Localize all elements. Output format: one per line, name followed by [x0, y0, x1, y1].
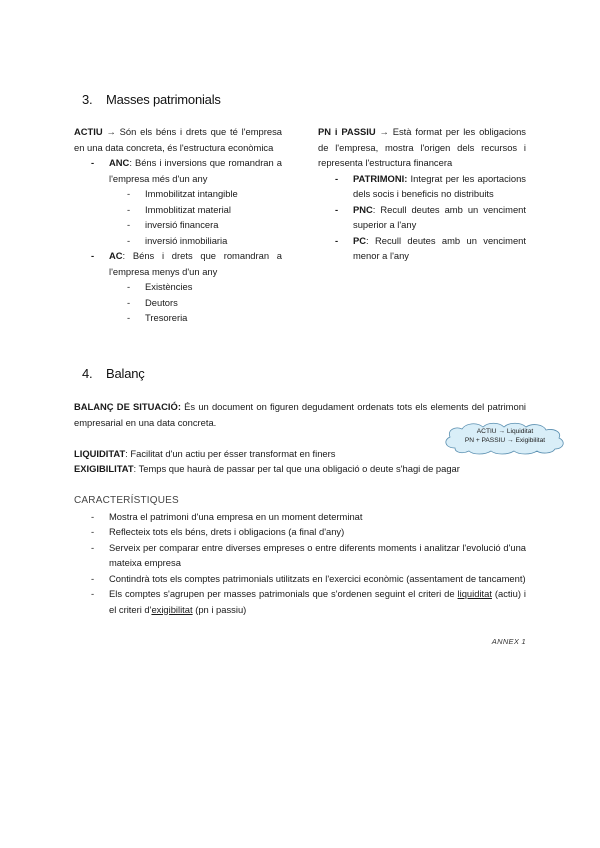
list-item: - Contindrà tots els comptes patrimonials utilitzats en l'exercici econòmic (assentament de tancament) [74, 571, 526, 587]
list-item: - Deutors [74, 295, 282, 311]
caracteristiques-list [74, 509, 526, 618]
exigibilitat-line [74, 461, 526, 477]
passiu-term: PN i PASSIU [318, 126, 376, 137]
actiu-groups [74, 155, 282, 326]
liquiditat-underlined: liquiditat [457, 588, 492, 599]
passiu-definition: → Està format per les obligacions de l'empresa, mostra l'origen dels recursos i representa l'estructura financera [318, 126, 526, 168]
patrimoni-definition: Integrat per les aportacions dels socis i beneficis no distribuits [353, 172, 526, 199]
criteris-text-start: Els comptes s'agrupen per masses patrimonials que s'ordenen seguint el criteri de [109, 588, 458, 599]
list-item: - Mostra el patrimoni d'una empresa en un moment determinat [74, 509, 526, 525]
section-4-title: Balanç [106, 366, 145, 381]
passiu-items [318, 171, 526, 264]
list-item: - Immobilitzat intangible [74, 186, 282, 202]
cloud-line-passiu: PN + PASSIU → Exigibilitat [464, 437, 546, 444]
list-item-criteris [74, 586, 526, 617]
passiu-intro [318, 124, 526, 171]
pc-item [318, 233, 526, 264]
ac-term: AC [109, 250, 123, 261]
caracteristiques-block [74, 493, 526, 617]
anc-item [74, 155, 282, 186]
patrimoni-item [318, 171, 526, 202]
exigibilitat-text: : Temps que haurà de passar per tal que una obligació o deute s'hagi de pagar [133, 463, 460, 474]
pnc-term: PNC [353, 203, 373, 215]
section-3-heading [82, 92, 221, 107]
pnc-item [318, 202, 526, 233]
exigibilitat-term: EXIGIBILITAT [74, 463, 134, 474]
list-item: - Reflecteix tots els béns, drets i obligacions (a final d'any) [74, 524, 526, 540]
ac-item [74, 248, 282, 279]
passiu-column [318, 124, 526, 264]
actiu-intro [74, 124, 282, 155]
list-item: - Tresoreria [74, 310, 282, 326]
pc-term: PC [353, 234, 367, 246]
patrimoni-term: PATRIMONI: [353, 172, 408, 184]
list-item: - Existències [74, 279, 282, 295]
section-4-number: 4. [82, 366, 93, 381]
balanc-term: BALANÇ DE SITUACIÓ: [74, 401, 181, 412]
actiu-definition: → Són els béns i drets que té l'empresa en una data concreta, és l'estructura econòmica [74, 126, 282, 153]
pnc-definition: : Recull deutes amb un venciment superior a l'any [353, 203, 526, 230]
list-item: - inversió inmobiliaria [74, 233, 282, 249]
pc-definition: : Recull deutes amb un venciment menor a l'any [353, 234, 526, 261]
section-4-heading [82, 366, 145, 381]
exigibilitat-underlined: exigibilitat [151, 603, 193, 615]
caracteristiques-title: CARACTERÍSTIQUES [74, 495, 179, 506]
list-item: - Immoblitizat material [74, 202, 282, 218]
list-item: - Serveix per comparar entre diverses empreses o entre diferents moments i analitzar l'evolució d'una mateixa empresa [74, 540, 526, 571]
ac-definition: : Béns i drets que romandran a l'empresa menys d'un any [109, 250, 282, 277]
actiu-column [74, 124, 282, 326]
list-item: - inversió financera [74, 217, 282, 233]
section-3-number: 3. [82, 92, 93, 107]
section-3-title: Masses patrimonials [106, 92, 221, 107]
actiu-term: ACTIU [74, 126, 103, 137]
cloud-line-actiu: ACTIU → Liquiditat [476, 428, 534, 435]
balanc-text: És un document on figuren degudament ordenats tots els elements del patrimoni empresarial en una data concreta. [74, 401, 526, 428]
liquiditat-term: LIQUIDITAT [74, 448, 126, 459]
criteris-text-end: (pn i passiu) [192, 603, 247, 615]
anc-definition: : Béns i inversions que romandran a l'empresa més d'un any [109, 157, 282, 184]
criteris-text-mid: (actiu) i el criteri d' [109, 588, 526, 615]
annex-label: ANNEX 1 [491, 637, 526, 646]
liquiditat-text: : Facilitat d'un actiu per ésser transformat en finers [125, 448, 336, 459]
anc-term: ANC [109, 157, 130, 168]
